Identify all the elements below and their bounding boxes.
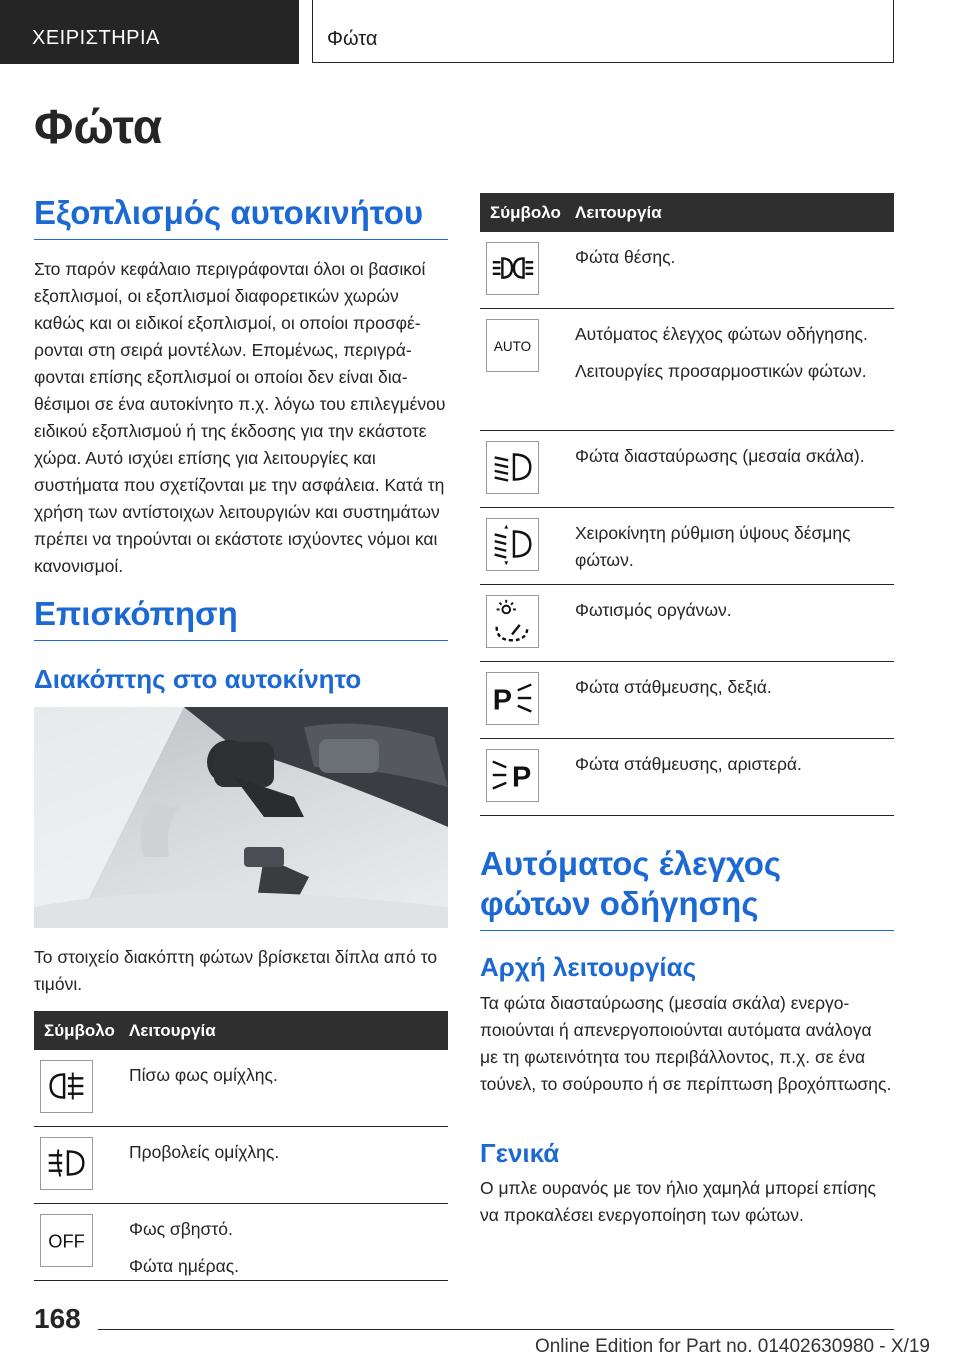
function-text: Φώτα θέσης. <box>575 247 676 267</box>
page-title: Φώτα <box>34 101 163 154</box>
function-text: Φως σβηστό. <box>129 1219 233 1239</box>
function-column-header: Λειτουργία <box>575 203 662 222</box>
table-row <box>34 1127 448 1204</box>
svg-text:P: P <box>512 761 532 794</box>
row-function <box>129 1139 442 1176</box>
symbol-table-left <box>34 1011 448 1281</box>
header-chapter-label: Φώτα <box>327 28 378 50</box>
row-function <box>575 674 888 711</box>
row-function <box>129 1062 442 1099</box>
table-row <box>480 739 894 816</box>
light-switch-illustration <box>34 707 448 928</box>
svg-text:OFF: OFF <box>48 1230 85 1252</box>
function-text: Αυτόματος έλεγχος φώτων οδήγησης. <box>575 324 868 344</box>
row-function <box>575 244 888 281</box>
front-fog-light-icon <box>40 1137 93 1190</box>
general-heading: Γενικά <box>480 1138 560 1168</box>
function-text: Λειτουργίες προσαρμοστικών φώτων. <box>575 361 867 381</box>
function-text: Φώτα διασταύρωσης (μεσαία σκάλα). <box>575 446 865 466</box>
svg-text:P: P <box>492 684 513 717</box>
parking-light-left-icon <box>486 749 539 802</box>
parking-lights-icon <box>486 242 539 295</box>
table-row <box>34 1204 448 1281</box>
table-row <box>480 309 894 431</box>
headlight-range-icon <box>486 518 539 571</box>
svg-text:AUTO: AUTO <box>493 338 532 354</box>
light-switch-photo <box>34 707 448 928</box>
switch-caption: Το στοιχείο διακόπτη φώτων βρίσκεται δίπλα από το τιμόνι. <box>34 947 438 994</box>
overview-heading: Επισκόπηση <box>34 594 448 641</box>
symbol-column-header: Σύμβολο <box>44 1021 115 1040</box>
page-number: 168 <box>34 1303 81 1334</box>
function-text: Φώτα στάθμευσης, αριστερά. <box>575 754 802 774</box>
auto-lights-icon <box>486 319 539 372</box>
row-function <box>575 597 888 634</box>
switch-subheading: Διακόπτης στο αυτοκίνητο <box>34 664 362 694</box>
off-icon <box>40 1214 93 1267</box>
function-text: Φώτα ημέρας. <box>129 1256 240 1276</box>
symbol-table-right <box>480 193 894 816</box>
function-text: Πίσω φως ομίχλης. <box>129 1065 278 1085</box>
row-function <box>575 751 888 788</box>
function-text: Φώτα στάθμευσης, δεξιά. <box>575 677 772 697</box>
auto-control-heading: Αυτόματος έλεγχος φώτων οδήγησης <box>480 844 894 931</box>
function-text: Προβολείς ομίχλης. <box>129 1142 280 1162</box>
function-text: Χειροκίνητη ρύθμιση ύψους δέσμης φώτων. <box>575 523 851 570</box>
row-function <box>575 520 888 584</box>
edition-text: Online Edition for Part no. 01402630980 - X/19 <box>534 1336 930 1357</box>
header-section-label: ΧΕΙΡΙΣΤΗΡΙΑ <box>32 27 160 49</box>
instrument-lighting-icon <box>486 595 539 648</box>
header-section-tab <box>0 0 299 64</box>
row-function <box>575 321 888 395</box>
table-row <box>480 232 894 309</box>
table-row <box>480 585 894 662</box>
table-header <box>480 193 894 232</box>
table-row <box>480 431 894 508</box>
symbol-column-header: Σύμβολο <box>490 203 561 222</box>
table-row <box>34 1050 448 1127</box>
low-beam-icon <box>486 441 539 494</box>
function-column-header: Λειτουργία <box>129 1021 216 1040</box>
equipment-heading: Εξοπλισμός αυτοκινήτου <box>34 193 448 240</box>
function-text: Φωτισμός οργάνων. <box>575 600 732 620</box>
header-chapter-tab <box>312 0 894 63</box>
principle-heading: Αρχή λειτουργίας <box>480 952 697 982</box>
table-row <box>480 662 894 739</box>
equipment-body: Στο παρόν κεφάλαιο περιγράφονται όλοι οι βασικοί εξοπλισμοί, οι εξοπλισμοί διαφορετικών χωρών καθώς και οι ειδικοί εξοπλισμοί, οι οποίοι προσφέρονται στη σειρά μοντέλων. Επομένως, περιγράφονται επίσης εξοπλισμοί οι οποίοι δεν είναι διαθέσιμοι σε ένα αυτοκίνητο π.χ. λόγω του επιλεγμένου ειδικού εξοπλισμού ή της έκδοσης για την εκάστοτε χώρα. Αυτό ισχύει επίσης για λειτουργίες και συστήματα που σχετίζονται με την ασφάλεια. Κατά τη χρήση των αντίστοιχων λειτουργιών και συστημάτων πρέπει να τηρούνται οι εκάστοτε ισχύοντες νόμοι και κανονισμοί. <box>34 259 446 576</box>
table-header <box>34 1011 448 1050</box>
row-function <box>575 443 888 480</box>
general-body: Ο μπλε ουρανός με τον ήλιο χαμηλά μπορεί επίσης να προκαλέσει ενεργοποίηση των φώτων. <box>480 1178 876 1225</box>
principle-body: Τα φώτα διασταύρωσης (μεσαία σκάλα) ενεργοποιούνται ή απενεργοποιούνται αυτόματα ανάλογα με τη φωτεινότητα του περιβάλλοντος, π.χ. σε ένα τούνελ, το σούρουπο ή σε περίπτωση βροχόπτωσης. <box>480 993 892 1094</box>
rear-fog-light-icon <box>40 1060 93 1113</box>
footer-divider <box>98 1329 894 1330</box>
row-function <box>129 1216 442 1290</box>
parking-light-right-icon <box>486 672 539 725</box>
table-row <box>480 508 894 585</box>
